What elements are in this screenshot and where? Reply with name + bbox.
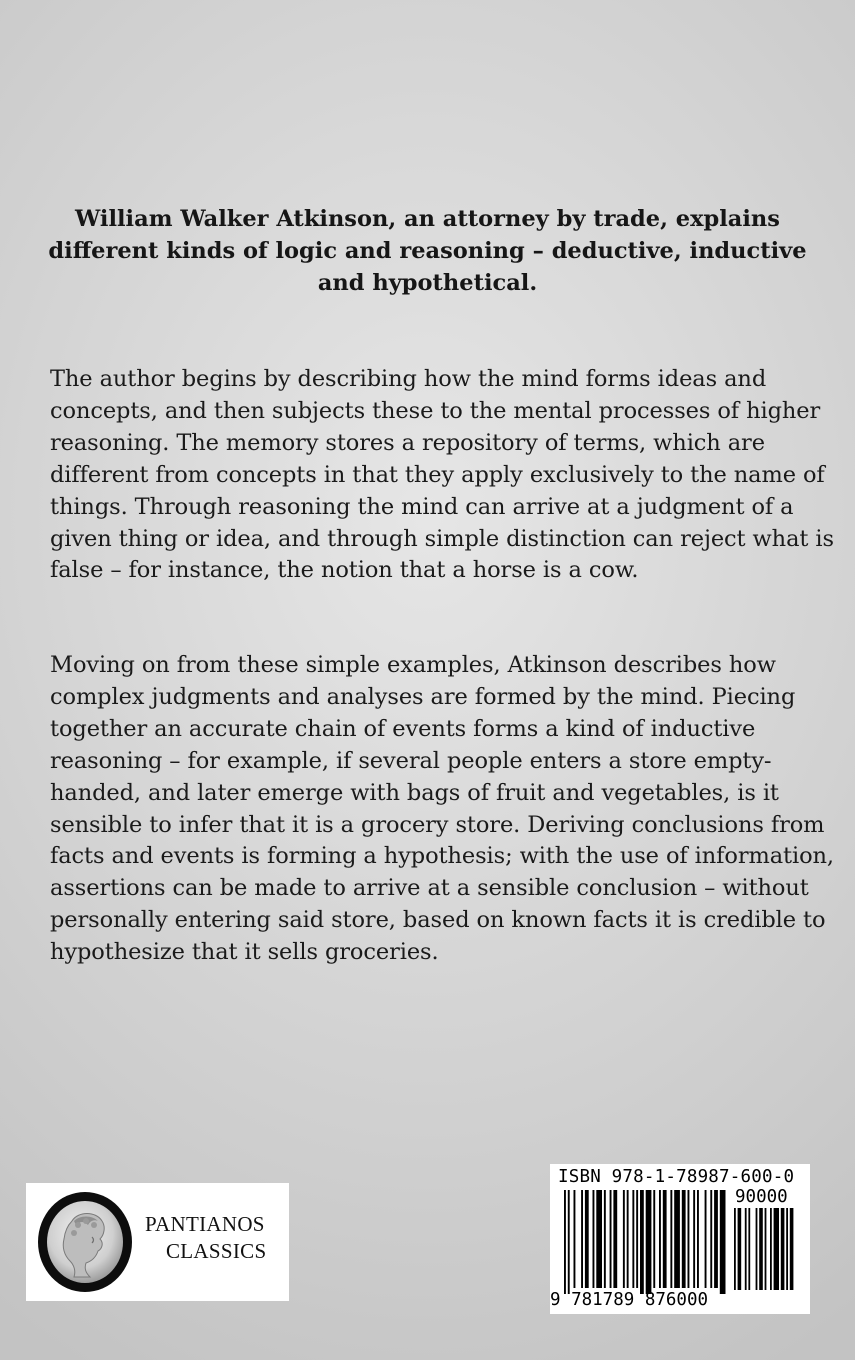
barcode-bar	[745, 1208, 747, 1290]
barcode-bar	[568, 1190, 570, 1294]
barcode-bar	[765, 1208, 767, 1290]
barcode-bar	[593, 1190, 595, 1288]
barcode-bar	[653, 1190, 655, 1288]
barcode-bar	[697, 1190, 699, 1288]
barcode-bar	[710, 1190, 712, 1288]
publisher-logo	[26, 1183, 289, 1301]
barcode-bar	[714, 1190, 718, 1288]
barcode-bar	[705, 1190, 707, 1288]
barcode-bar	[663, 1190, 667, 1288]
barcode-bar	[670, 1190, 672, 1288]
barcode-bar	[585, 1190, 589, 1288]
barcode-bar	[613, 1190, 617, 1288]
isbn-number: ISBN 978-1-78987-600-0	[558, 1167, 795, 1187]
barcode-bar	[627, 1190, 629, 1288]
barcode-bar	[581, 1190, 583, 1288]
barcode-bar	[610, 1190, 612, 1288]
barcode-bar	[564, 1190, 566, 1294]
isbn-barcode	[550, 1164, 810, 1314]
barcode-bar	[646, 1190, 652, 1294]
barcode-bar	[682, 1190, 686, 1288]
blurb-paragraph-1: The author begins by describing how the mind forms ideas and concepts, and then subjects these to the mental processes of higher reasoning. The memory stores a repository of terms, which are different from concepts in that they apply exclusively to the name of things. Through reasoning the mind can arrive at a judgment of a given thing or idea, and through simple distinction can reject what is false – for instance, the notion that a horse is a cow.	[50, 366, 834, 584]
barcode-bar	[640, 1190, 644, 1294]
barcode-bar	[659, 1190, 661, 1288]
barcode-bar	[632, 1190, 634, 1288]
barcode-bar	[636, 1190, 638, 1288]
barcode-bar	[770, 1208, 772, 1290]
barcode-bar	[734, 1208, 736, 1290]
barcode-price-addon: 90000	[735, 1187, 788, 1207]
publisher-name-line-1: PANTIANOS	[145, 1212, 265, 1236]
classical-head-medallion-icon	[34, 1191, 136, 1293]
barcode-bar	[756, 1208, 758, 1290]
tagline: William Walker Atkinson, an attorney by trade, explains different kinds of logic and reasoning – deductive, inductive and hypothetical.	[48, 206, 807, 296]
barcode-bar	[596, 1190, 602, 1288]
barcode-bar	[738, 1208, 742, 1290]
barcode-bar	[574, 1190, 576, 1288]
barcode-bar	[674, 1190, 680, 1288]
barcode-bar	[759, 1208, 763, 1290]
barcode-bar	[623, 1190, 625, 1288]
barcode-bar	[748, 1208, 750, 1290]
barcode-bar	[774, 1208, 779, 1290]
ean-digits: 9 781789 876000	[550, 1290, 709, 1310]
barcode-bar	[790, 1208, 794, 1290]
barcode-bar	[693, 1190, 695, 1288]
barcode-bar	[688, 1190, 690, 1288]
barcode-bar	[720, 1190, 726, 1294]
blurb-paragraph-2: Moving on from these simple examples, Atkinson describes how complex judgments and analyses are formed by the mind. Piecing together an accurate chain of events forms a kind of inductive reasoning – for example, if several people enters a store empty-handed, and later emerge with bags of fruit and vegetables, is it sensible to infer that it is a grocery store. Deriving conclusions from facts and events is forming a hypothesis; with the use of information, assertions can be made to arrive at a sensible conclusion – without personally entering said store, based on known facts it is credible to hypothesize that it sells groceries.	[50, 652, 834, 966]
barcode-bar	[786, 1208, 788, 1290]
publisher-name-line-2: CLASSICS	[166, 1239, 267, 1263]
barcode-bar	[604, 1190, 606, 1288]
barcode-bar	[781, 1208, 785, 1290]
